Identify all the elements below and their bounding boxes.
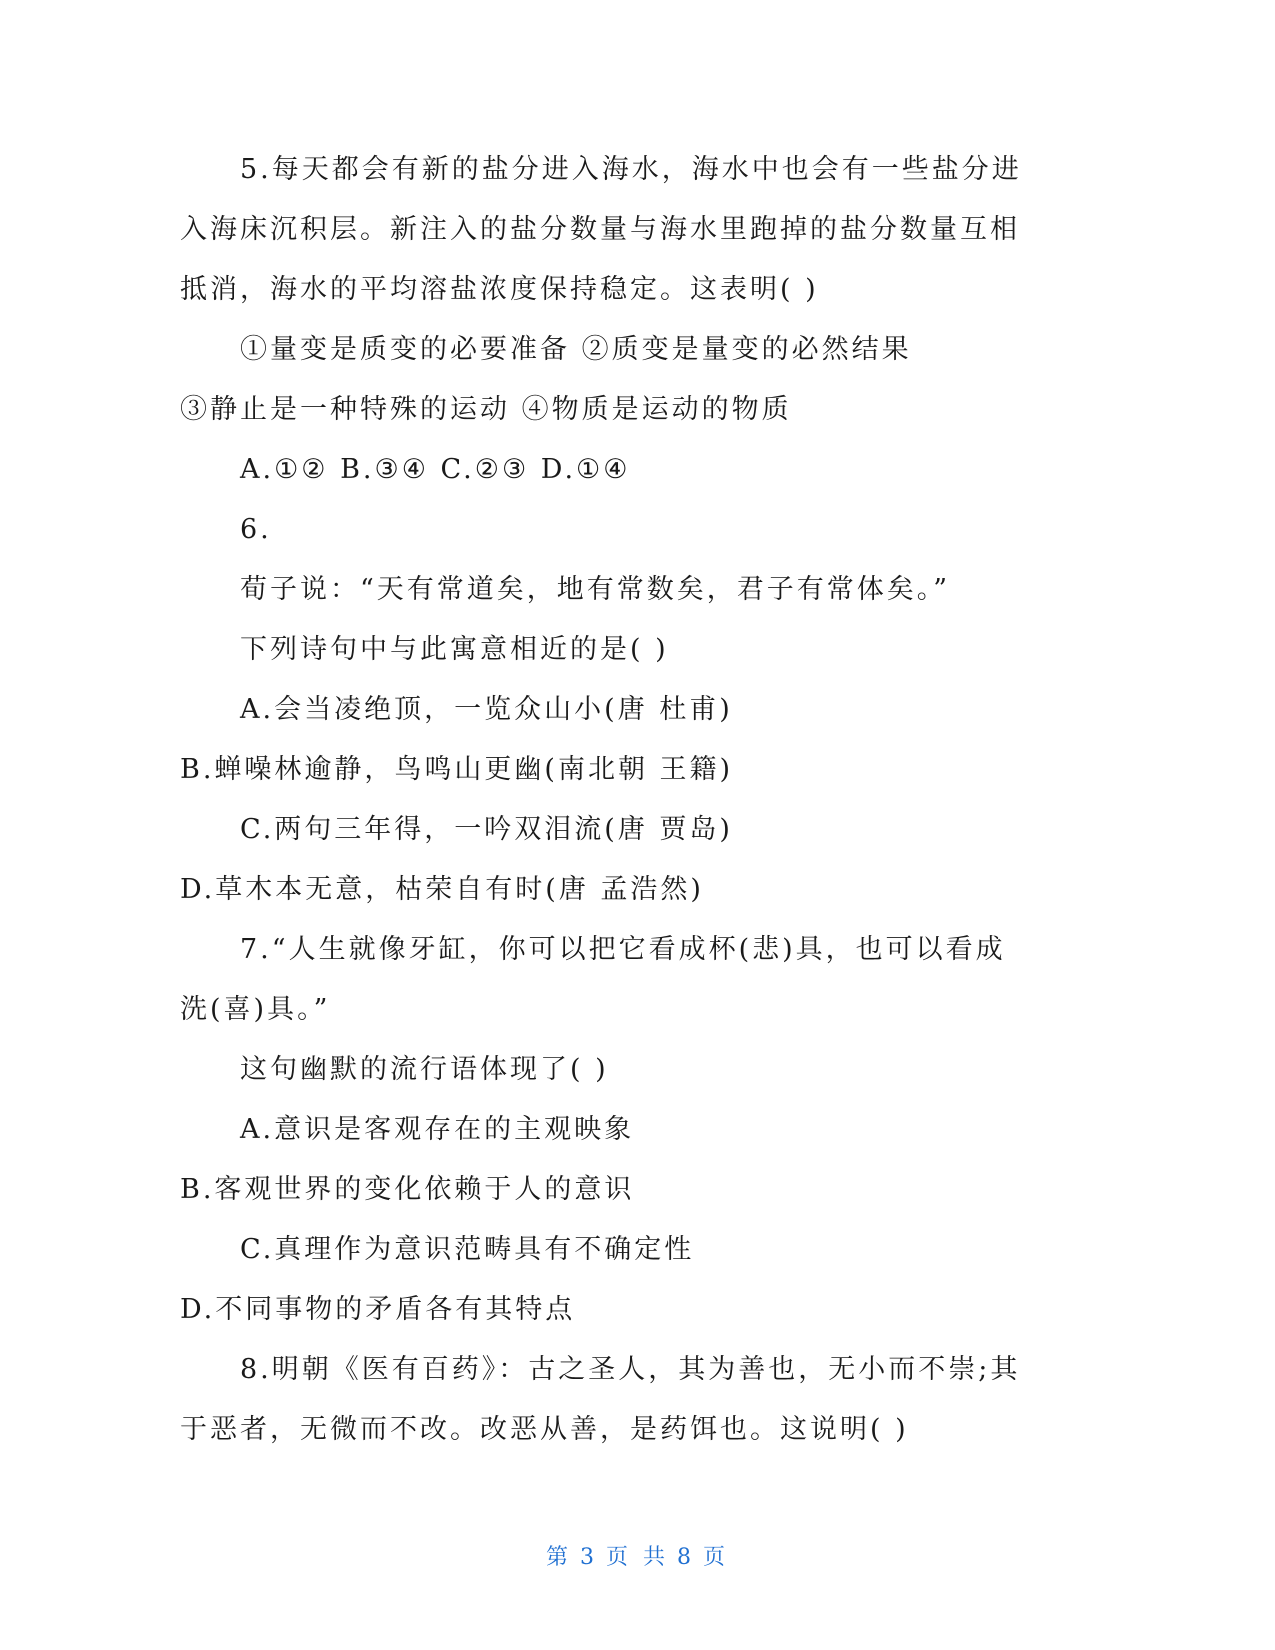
text-line: 8.明朝《医有百药》：古之圣人，其为善也，无小而不崇;其 xyxy=(240,1354,1021,1385)
text-line: B.蝉噪林逾静，鸟鸣山更幽(南北朝 王籍) xyxy=(180,754,734,785)
text-line: 洗(喜)具。” xyxy=(180,994,331,1025)
text-line: A.意识是客观存在的主观映象 xyxy=(240,1114,635,1145)
text-line: A.①② B.③④ C.②③ D.①④ xyxy=(240,454,631,485)
text-line: A.会当凌绝顶，一览众山小(唐 杜甫) xyxy=(240,694,733,725)
text-line: 荀子说：“天有常道矣，地有常数矣，君子有常体矣。” xyxy=(240,574,951,605)
page-footer xyxy=(0,1540,1275,1571)
text-line: 于恶者，无微而不改。改恶从善，是药饵也。这说明( ) xyxy=(180,1414,909,1445)
text-line: 下列诗句中与此寓意相近的是( ) xyxy=(240,634,669,665)
footer-suffix: 页 xyxy=(703,1545,730,1570)
text-line: C.真理作为意识范畴具有不确定性 xyxy=(240,1234,695,1265)
text-line: 7.“人生就像牙缸，你可以把它看成杯(悲)具，也可以看成 xyxy=(240,934,1006,965)
footer-page-number: 3 xyxy=(580,1545,598,1570)
text-line: 入海床沉积层。新注入的盐分数量与海水里跑掉的盐分数量互相 xyxy=(180,214,1020,245)
text-line: ③静止是一种特殊的运动 ④物质是运动的物质 xyxy=(180,394,792,425)
text-line: 5.每天都会有新的盐分进入海水，海水中也会有一些盐分进 xyxy=(240,154,1022,185)
text-line: B.客观世界的变化依赖于人的意识 xyxy=(180,1174,635,1205)
document-body xyxy=(180,140,1060,1460)
footer-middle: 页 共 xyxy=(606,1545,669,1570)
text-line: D.不同事物的矛盾各有其特点 xyxy=(180,1294,576,1325)
footer-total-pages: 8 xyxy=(677,1545,695,1570)
text-line: ①量变是质变的必要准备 ②质变是量变的必然结果 xyxy=(240,334,912,365)
text-line: 这句幽默的流行语体现了( ) xyxy=(240,1054,609,1085)
text-line: C.两句三年得，一吟双泪流(唐 贾岛) xyxy=(240,814,733,845)
text-line: 6. xyxy=(240,514,272,545)
text-line: D.草木本无意，枯荣自有时(唐 孟浩然) xyxy=(180,874,704,905)
footer-prefix: 第 xyxy=(545,1545,572,1570)
text-line: 抵消，海水的平均溶盐浓度保持稳定。这表明( ) xyxy=(180,274,819,305)
